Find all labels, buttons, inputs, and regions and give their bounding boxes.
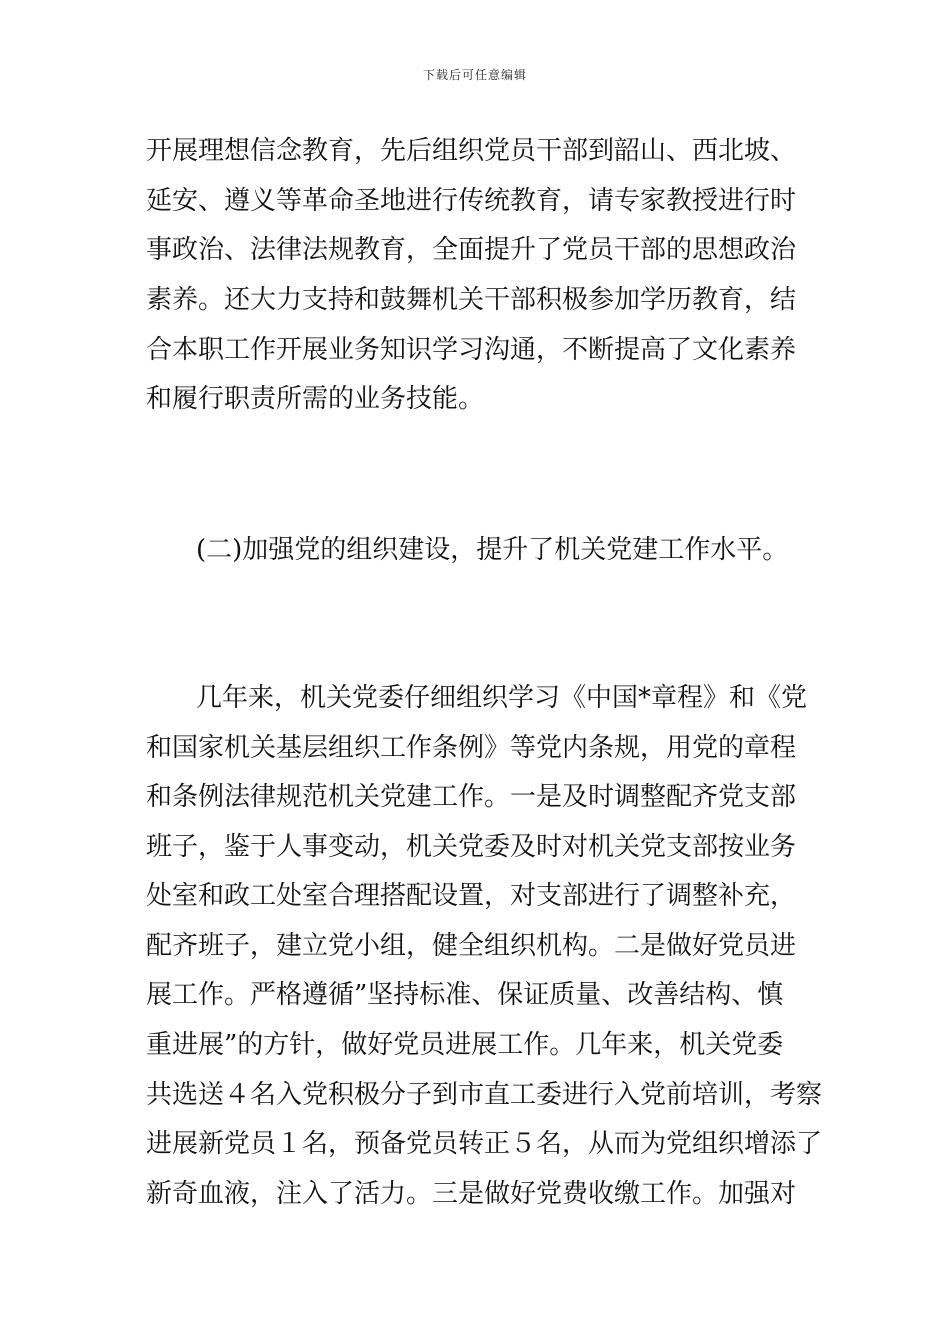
- paragraph-line: 和履行职责所需的业务技能。: [146, 384, 485, 414]
- paragraph-line: 和条例法律规范机关党建工作。一是及时调整配齐党支部: [146, 782, 797, 812]
- paragraph-line: 事政治、法律法规教育，全面提升了党员干部的思想政治: [146, 235, 797, 265]
- paragraph-line: 和国家机关基层组织工作条例》等党内条规，用党的章程: [146, 733, 797, 763]
- paragraph-line: 展工作。严格遵循”坚持标准、保证质量、改善结构、慎: [146, 980, 784, 1010]
- paragraph-line: 处室和政工处室合理搭配设置，对支部进行了调整补充，: [146, 881, 797, 911]
- paragraph-line: 进展新党员１名，预备党员转正５名，从而为党组织增添了: [146, 1129, 823, 1159]
- paragraph-line: 开展理想信念教育，先后组织党员干部到韶山、西北坡、: [146, 136, 797, 166]
- paragraph-line: 配齐班子，建立党小组，健全组织机构。二是做好党员进: [146, 931, 797, 961]
- paragraph-line: 班子，鉴于人事变动，机关党委及时对机关党支部按业务: [146, 832, 797, 862]
- paragraph-line: 合本职工作开展业务知识学习沟通，不断提高了文化素养: [146, 335, 797, 365]
- paragraph-line: 延安、遵义等革命圣地进行传统教育，请专家教授进行时: [146, 186, 797, 216]
- section-heading: (二)加强党的组织建设，提升了机关党建工作水平。: [196, 535, 789, 565]
- paragraph-line: 重进展”的方针，做好党员进展工作。几年来，机关党委: [146, 1030, 784, 1060]
- paragraph-line: 共选送４名入党积极分子到市直工委进行入党前培训，考察: [146, 1080, 823, 1110]
- page-header: 下载后可任意编辑: [422, 68, 527, 82]
- paragraph-line: 几年来，机关党委仔细组织学习《中国*章程》和《党: [196, 683, 808, 713]
- paragraph-line: 新奇血液，注入了活力。三是做好党费收缴工作。加强对: [146, 1179, 797, 1209]
- paragraph-line: 素养。还大力支持和鼓舞机关干部积极参加学历教育，结: [146, 285, 797, 315]
